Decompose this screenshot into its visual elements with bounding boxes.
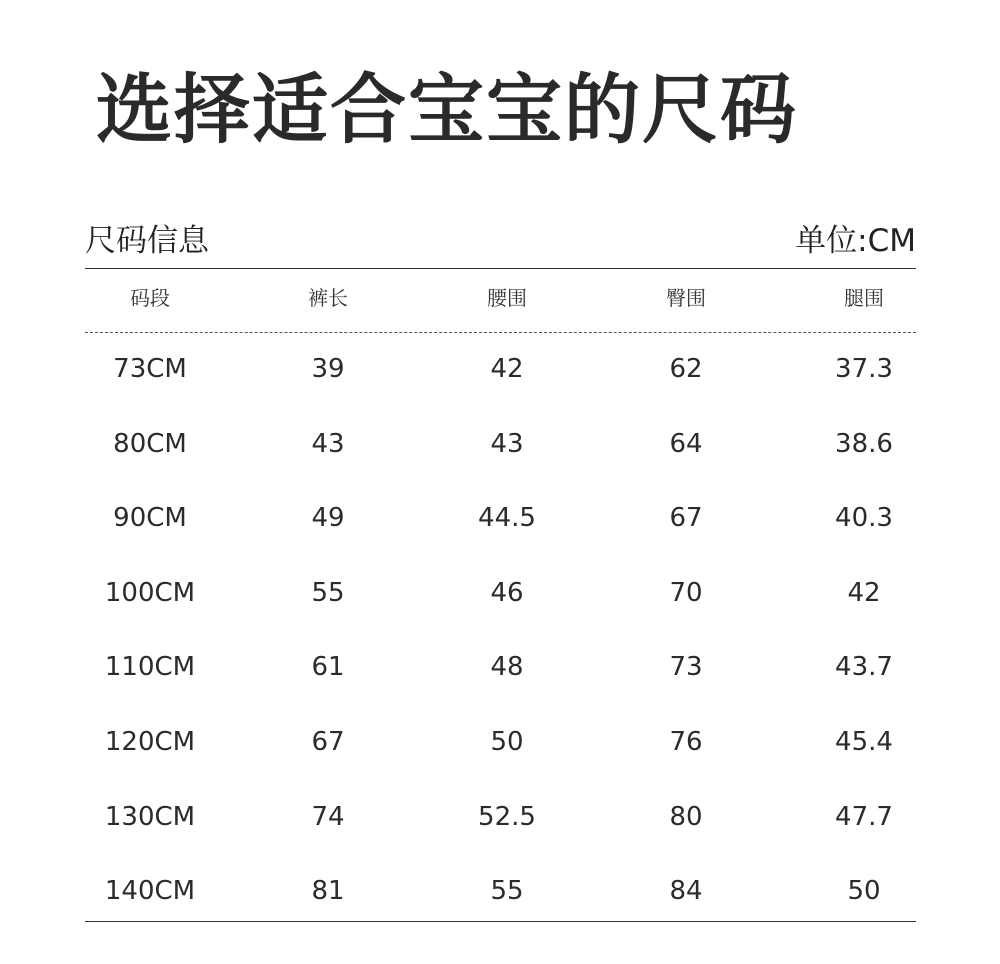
cell-waist: 52.5: [478, 802, 536, 832]
cell-size: 90CM: [113, 503, 187, 533]
cell-size: 110CM: [104, 652, 196, 682]
page-title: 选择适合宝宝的尺码: [96, 65, 798, 154]
cell-size: 73CM: [113, 354, 187, 384]
cell-waist: 55: [490, 876, 524, 906]
cell-thigh: 50: [847, 876, 881, 906]
cell-thigh: 40.3: [835, 503, 893, 533]
table-top-rule: [85, 268, 916, 269]
cell-pants-length: 49: [311, 503, 345, 533]
cell-waist: 42: [490, 354, 524, 384]
cell-waist: 43: [490, 429, 524, 459]
header-pants-length: 裤长: [308, 286, 348, 310]
cell-hip: 80: [669, 802, 703, 832]
header-waist: 腰围: [487, 286, 527, 310]
cell-hip: 73: [669, 652, 703, 682]
table-header-row: [60, 278, 960, 318]
cell-hip: 67: [669, 503, 703, 533]
cell-pants-length: 39: [311, 354, 345, 384]
cell-pants-length: 61: [311, 652, 345, 682]
table-row: [60, 344, 960, 394]
table-row: [60, 866, 960, 916]
header-thigh: 腿围: [844, 286, 884, 310]
header-hip: 臀围: [666, 286, 706, 310]
unit-label: 单位:CM: [795, 222, 916, 259]
cell-thigh: 42: [847, 578, 881, 608]
cell-size: 120CM: [104, 727, 196, 757]
cell-pants-length: 67: [311, 727, 345, 757]
cell-hip: 76: [669, 727, 703, 757]
table-row: [60, 419, 960, 469]
size-info-label: 尺码信息: [85, 222, 209, 259]
table-row: [60, 568, 960, 618]
table-row: [60, 717, 960, 767]
cell-size: 130CM: [104, 802, 196, 832]
cell-waist: 46: [490, 578, 524, 608]
table-row: [60, 642, 960, 692]
cell-size: 100CM: [104, 578, 196, 608]
table-row: [60, 792, 960, 842]
cell-waist: 50: [490, 727, 524, 757]
cell-pants-length: 43: [311, 429, 345, 459]
cell-thigh: 43.7: [835, 652, 893, 682]
cell-pants-length: 55: [311, 578, 345, 608]
cell-pants-length: 81: [311, 876, 345, 906]
cell-thigh: 47.7: [835, 802, 893, 832]
cell-hip: 64: [669, 429, 703, 459]
size-info-bar: [85, 212, 916, 262]
cell-size: 80CM: [113, 429, 187, 459]
cell-thigh: 45.4: [835, 727, 893, 757]
cell-size: 140CM: [104, 876, 196, 906]
cell-waist: 44.5: [478, 503, 536, 533]
table-bottom-rule: [85, 921, 916, 922]
cell-thigh: 38.6: [835, 429, 893, 459]
cell-pants-length: 74: [311, 802, 345, 832]
cell-waist: 48: [490, 652, 524, 682]
header-size-range: 码段: [130, 286, 170, 310]
cell-hip: 84: [669, 876, 703, 906]
table-row: [60, 493, 960, 543]
cell-hip: 70: [669, 578, 703, 608]
header-divider: [85, 332, 916, 333]
cell-thigh: 37.3: [835, 354, 893, 384]
cell-hip: 62: [669, 354, 703, 384]
